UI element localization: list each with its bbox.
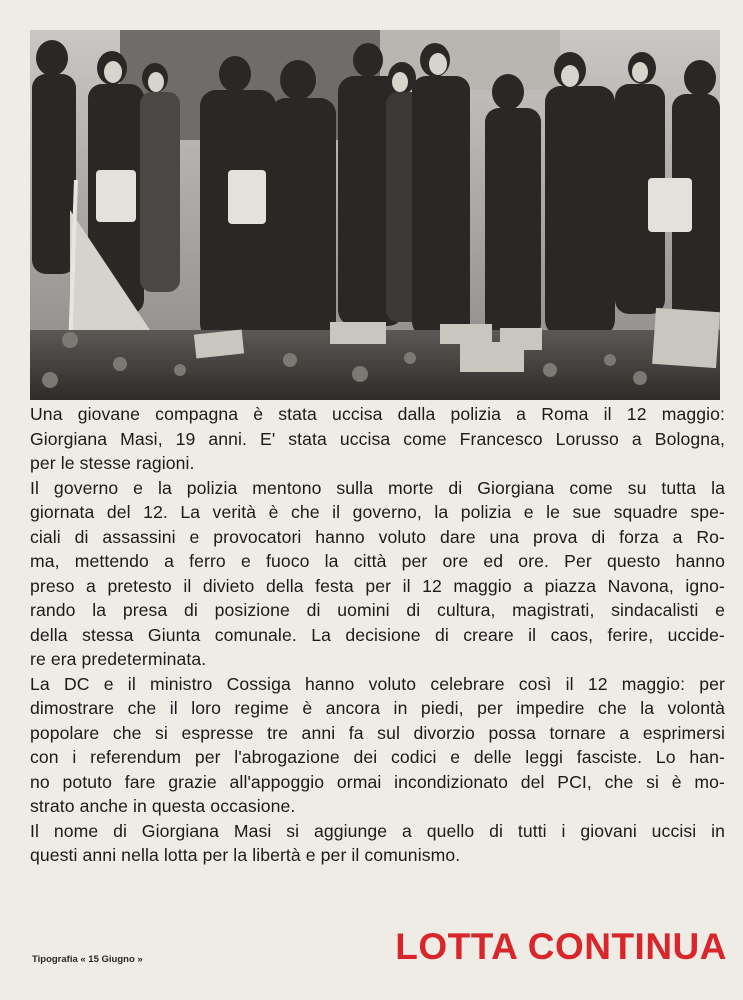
text-line: ma, mettendo a ferro e fuoco la città per ore ed ore. Per questo hanno bbox=[30, 551, 725, 571]
text-line: con i referendum per l'abrogazione dei codici e delle leggi fasciste. Lo han- bbox=[30, 747, 725, 767]
text-line: preso a pretesto il divieto della festa per il 12 maggio a piazza Navona, igno- bbox=[30, 575, 725, 596]
text-line: no potuto fare grazie all'appoggio ormai incondizionato del PCI, che si è mo- bbox=[30, 771, 725, 792]
signature-lotta-continua: LOTTA CONTINUA bbox=[395, 926, 727, 967]
text-line: Giorgiana Masi, 19 anni. E' stata uccisa come Francesco Lorusso a Bologna, bbox=[30, 428, 725, 449]
text-line: Il nome di Giorgiana Masi si aggiunge a quello di tutti i giovani uccisi in bbox=[30, 820, 725, 841]
text-line: strato anche in questa occasione. bbox=[30, 796, 296, 816]
paragraph-2 bbox=[30, 476, 725, 672]
photo-crowd-memorial bbox=[30, 30, 720, 400]
paragraph-4 bbox=[30, 819, 725, 868]
text-line: Una giovane compagna è stata uccisa dalla polizia a Roma il 12 maggio: bbox=[30, 404, 725, 424]
text-line: della stessa Giunta comunale. La decisione di creare il caos, ferire, uccide- bbox=[30, 624, 725, 645]
printer-credit: Tipografia « 15 Giugno » bbox=[32, 954, 143, 965]
text-line: Il governo e la polizia mentono sulla morte di Giorgiana come su tutta la bbox=[30, 477, 725, 498]
text-line: re era predeterminata. bbox=[30, 649, 207, 669]
text-line: La DC e il ministro Cossiga hanno voluto celebrare così il 12 maggio: per bbox=[30, 673, 725, 694]
text-line: giornata del 12. La verità è che il governo, la polizia e le sue squadre spe- bbox=[30, 502, 725, 522]
text-line: dimostrare che il loro regime è ancora in piedi, per impedire che la volontà bbox=[30, 698, 725, 718]
text-line: popolare che si espresse tre anni fa sul divorzio possa tornare a esprimersi bbox=[30, 722, 725, 743]
text-line: per le stesse ragioni. bbox=[30, 453, 195, 473]
photo-icon bbox=[30, 30, 720, 400]
text-line: questi anni nella lotta per la libertà e per il comunismo. bbox=[30, 845, 461, 865]
text-line: ciali di assassini e provocatori hanno voluto dare una prova di forza a Ro- bbox=[30, 526, 725, 547]
text-line: rando la presa di posizione di uomini di cultura, magistrati, sindacalisti e bbox=[30, 600, 725, 620]
paragraph-1 bbox=[30, 402, 725, 476]
article-text bbox=[30, 402, 725, 868]
paragraph-3 bbox=[30, 672, 725, 819]
